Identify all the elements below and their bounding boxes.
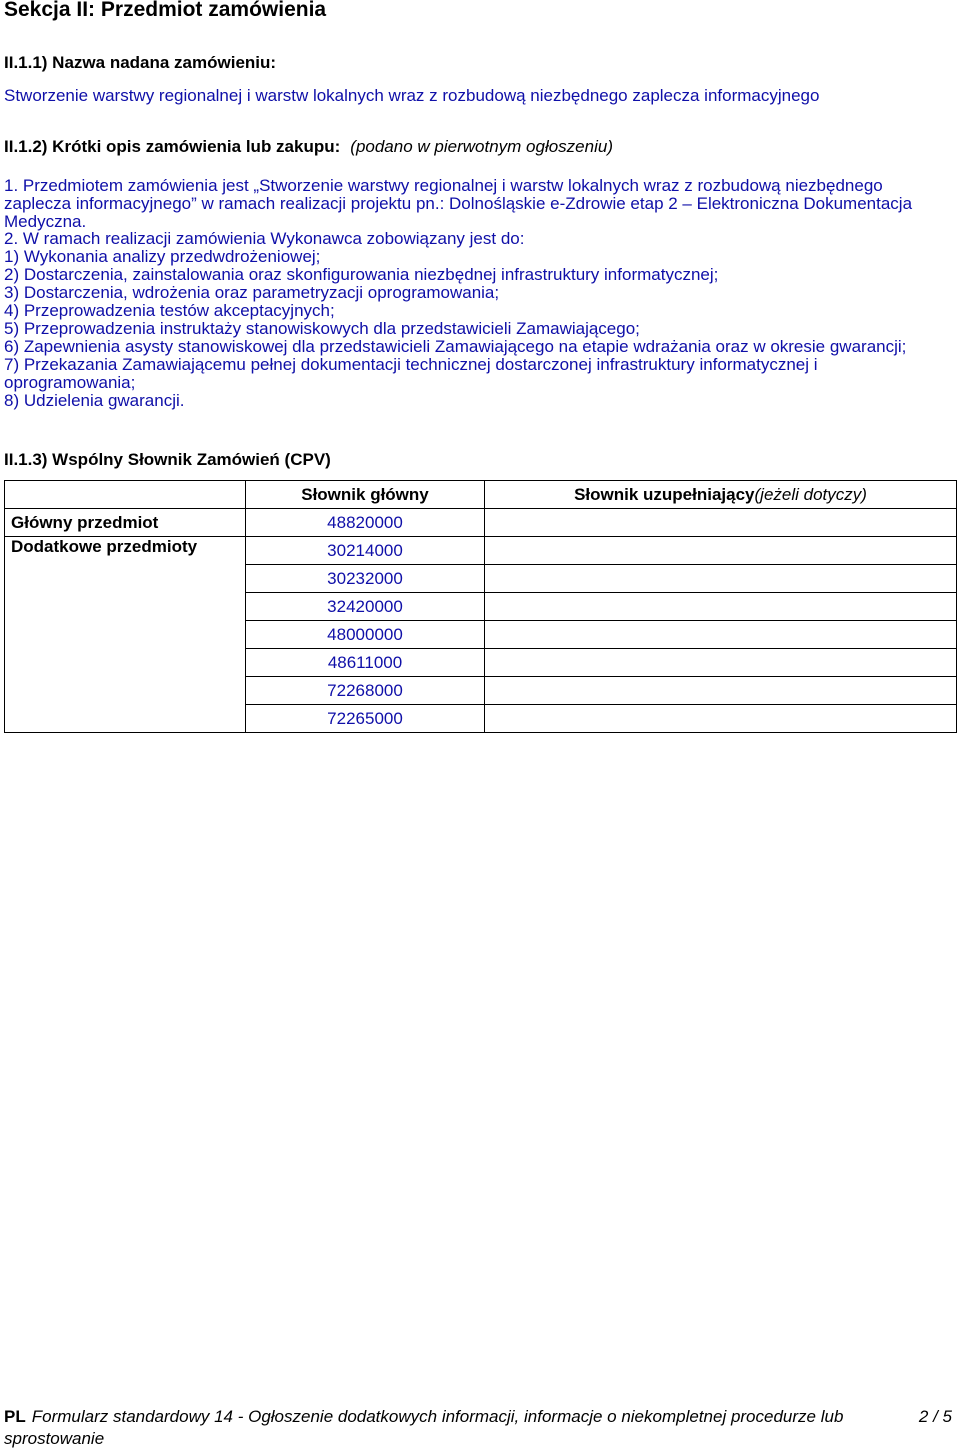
cpv-col-supp-label: Słownik uzupełniający xyxy=(574,484,755,504)
page-number: 2 / 5 xyxy=(918,1407,952,1426)
cpv-col-supp-note: (jeżeli dotyczy) xyxy=(754,484,867,504)
description-paragraph-1: 1. Przedmiotem zamówienia jest „Stworzenie warstwy regionalnej i warstw lokalnych wraz z rozbudową niezbędnego zaplecza informacyjnego” w ramach realizacji projektu pn.: Dolnośląskie e-Zdrowie etap 2 – Elektroniczna Dokumentacja Medyczna. xyxy=(4,176,913,231)
task-item: 7) Przekazania Zamawiającemu pełnej dokumentacji technicznej dostarczonej infrastruktury informatycznej i oprogramowania; xyxy=(4,355,818,392)
task-item: 2) Dostarczenia, zainstalowania oraz skonfigurowania niezbędnej infrastruktury informatycznej; xyxy=(4,265,719,284)
section-title: Sekcja II: Przedmiot zamówienia xyxy=(4,0,327,21)
description-paragraph xyxy=(4,177,944,231)
cpv-row-main-label: Główny przedmiot xyxy=(5,509,246,537)
cpv-extra-supp xyxy=(485,705,957,733)
table-row xyxy=(5,509,957,537)
task-item: 8) Udzielenia gwarancji. xyxy=(4,391,185,410)
cpv-row-extra-label-text: Dodatkowe przedmioty xyxy=(11,537,198,556)
table-row xyxy=(5,537,957,565)
short-description-note: (podano w pierwotnym ogłoszeniu) xyxy=(350,137,613,156)
task-item: 4) Przeprowadzenia testów akceptacyjnych; xyxy=(4,301,335,320)
cpv-extra-supp xyxy=(485,537,957,565)
cpv-col-supp xyxy=(485,481,957,509)
tasks-intro: 2. W ramach realizacji zamówienia Wykonawca zobowiązany jest do: xyxy=(4,229,525,248)
contract-name-heading: II.1.1) Nazwa nadana zamówieniu: xyxy=(4,53,277,72)
cpv-main-supp xyxy=(485,509,957,537)
cpv-extra-code: 72268000 xyxy=(246,677,485,705)
cpv-header-blank xyxy=(5,481,246,509)
cpv-extra-code: 72265000 xyxy=(246,705,485,733)
cpv-extra-supp xyxy=(485,649,957,677)
cpv-extra-supp xyxy=(485,565,957,593)
tasks-list xyxy=(4,230,949,410)
cpv-extra-supp xyxy=(485,593,957,621)
cpv-extra-code: 30232000 xyxy=(246,565,485,593)
contract-name-value: Stworzenie warstwy regionalnej i warstw lokalnych wraz z rozbudową niezbędnego zaplecza informacyjnego xyxy=(4,86,820,105)
cpv-extra-supp xyxy=(485,621,957,649)
task-item: 1) Wykonania analizy przedwdrożeniowej; xyxy=(4,247,321,266)
task-item: 3) Dostarczenia, wdrożenia oraz parametryzacji oprogramowania; xyxy=(4,283,500,302)
footer-lang: PL xyxy=(4,1407,26,1426)
task-item: 6) Zapewnienia asysty stanowiskowej dla przedstawicieli Zamawiającego na etapie wdrażania oraz w okresie gwarancji; xyxy=(4,337,907,356)
cpv-main-code: 48820000 xyxy=(246,509,485,537)
page-footer xyxy=(4,1406,956,1450)
cpv-header-row xyxy=(5,481,957,509)
task-item: 5) Przeprowadzenia instruktaży stanowiskowych dla przedstawicieli Zamawiającego; xyxy=(4,319,640,338)
cpv-extra-supp xyxy=(485,677,957,705)
short-description-heading-label: II.1.2) Krótki opis zamówienia lub zakupu: xyxy=(4,137,341,156)
cpv-col-main: Słownik główny xyxy=(246,481,485,509)
cpv-extra-code: 48000000 xyxy=(246,621,485,649)
cpv-row-extra-label xyxy=(5,537,246,733)
cpv-extra-code: 48611000 xyxy=(246,649,485,677)
short-description-heading xyxy=(4,137,613,157)
footer-form-name: Formularz standardowy 14 - Ogłoszenie dodatkowych informacji, informacje o niekompletnej procedurze lub xyxy=(31,1407,844,1426)
footer-form-name-cont: sprostowanie xyxy=(4,1429,105,1448)
cpv-extra-code: 32420000 xyxy=(246,593,485,621)
cpv-extra-code: 30214000 xyxy=(246,537,485,565)
cpv-table xyxy=(4,480,957,733)
cpv-heading: II.1.3) Wspólny Słownik Zamówień (CPV) xyxy=(4,450,331,469)
